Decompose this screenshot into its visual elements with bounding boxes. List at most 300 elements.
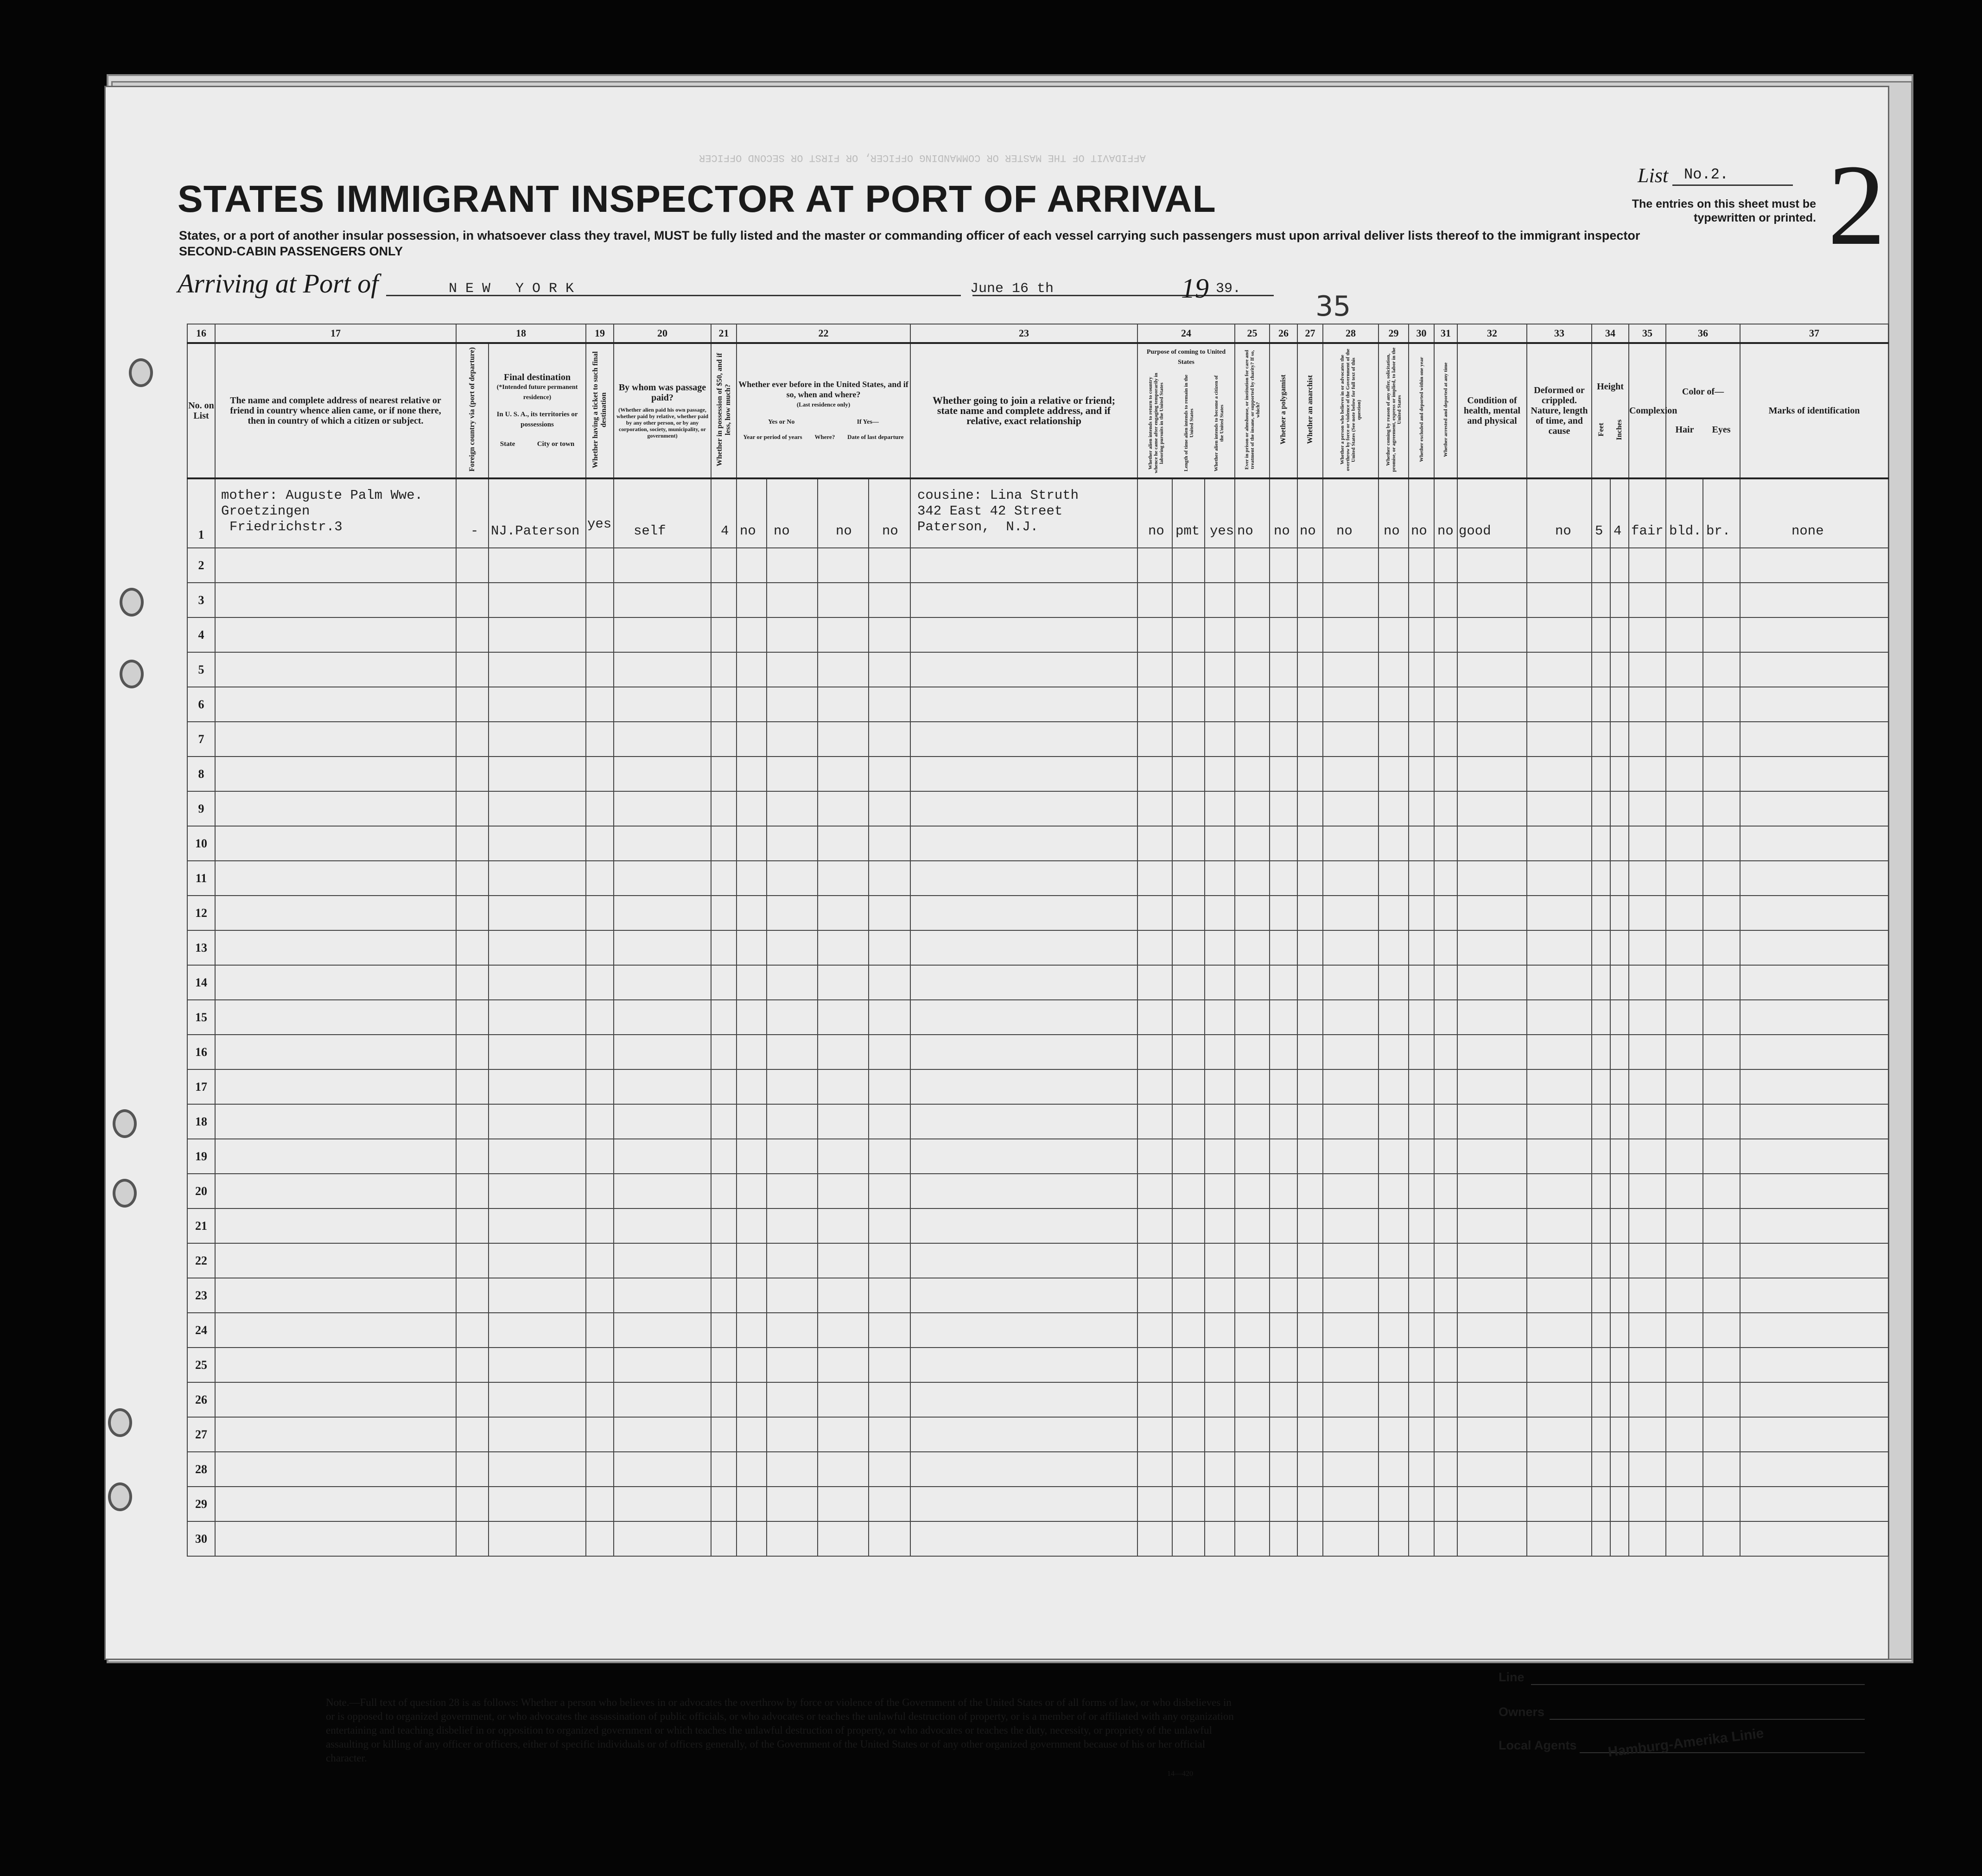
empty-cell xyxy=(1270,1417,1297,1452)
empty-cell xyxy=(1172,548,1205,583)
header-subtitle: States, or a port of another insular possession, in whatsoever class they travel, MUST be fully listed and the master or commanding officer of each vessel carrying such passengers must upon arrival deliver lists thereof to the immigrant inspector SECOND-CABIN PASSENGERS ONLY xyxy=(179,229,1640,258)
stamped-number: 35 xyxy=(1315,290,1351,323)
empty-cell xyxy=(1666,1069,1703,1104)
empty-cell xyxy=(869,1174,910,1208)
empty-cell xyxy=(614,1069,711,1104)
cell-26: no xyxy=(1270,478,1297,548)
empty-cell xyxy=(1592,965,1610,1000)
empty-cell xyxy=(1703,1139,1740,1174)
empty-cell xyxy=(737,1139,767,1174)
empty-cell xyxy=(869,791,910,826)
empty-cell xyxy=(456,652,489,687)
empty-cell xyxy=(1629,1452,1666,1487)
row-number: 11 xyxy=(187,861,215,896)
empty-cell xyxy=(1172,1104,1205,1139)
cell-joining: cousine: Lina Struth 342 East 42 Street Paterson, N.J. xyxy=(910,478,1137,548)
empty-cell xyxy=(1172,1139,1205,1174)
empty-cell xyxy=(1409,1243,1434,1278)
empty-cell xyxy=(711,1104,737,1139)
empty-cell xyxy=(1409,1382,1434,1417)
empty-cell xyxy=(1137,617,1172,652)
col-header-prison: Ever in prison or almshouse, or institution for care and treatment of the insane, or supported by charity? If so, which? xyxy=(1235,343,1270,478)
empty-cell xyxy=(1740,1278,1888,1313)
empty-cell xyxy=(737,1000,767,1035)
empty-cell xyxy=(489,930,586,965)
cell-31: no xyxy=(1434,478,1457,548)
empty-cell xyxy=(1205,687,1235,722)
table-row xyxy=(187,1348,1888,1382)
empty-cell xyxy=(1297,548,1323,583)
empty-cell xyxy=(869,1452,910,1487)
empty-cell xyxy=(869,1000,910,1035)
empty-cell xyxy=(614,930,711,965)
empty-cell xyxy=(1409,896,1434,930)
empty-cell xyxy=(818,1174,869,1208)
empty-cell xyxy=(1137,583,1172,617)
empty-cell xyxy=(1666,1208,1703,1243)
empty-cell xyxy=(1740,617,1888,652)
empty-cell xyxy=(818,1382,869,1417)
empty-cell xyxy=(1409,722,1434,757)
empty-cell xyxy=(1610,791,1629,826)
empty-cell xyxy=(586,826,614,861)
empty-cell xyxy=(910,617,1137,652)
empty-cell xyxy=(1629,930,1666,965)
empty-cell xyxy=(456,617,489,652)
empty-cell xyxy=(1270,1487,1297,1521)
empty-cell xyxy=(1434,617,1457,652)
empty-cell xyxy=(1592,548,1610,583)
empty-cell xyxy=(910,896,1137,930)
empty-cell xyxy=(1740,1000,1888,1035)
empty-cell xyxy=(1434,1452,1457,1487)
empty-cell xyxy=(1740,1139,1888,1174)
empty-cell xyxy=(1740,896,1888,930)
empty-cell xyxy=(1379,1208,1409,1243)
empty-cell xyxy=(1703,1521,1740,1556)
empty-cell xyxy=(1137,548,1172,583)
empty-cell xyxy=(1379,687,1409,722)
col-header-complexion: Complexion xyxy=(1629,343,1666,478)
table-row xyxy=(187,548,1888,583)
empty-cell xyxy=(1434,1313,1457,1348)
empty-cell xyxy=(1137,826,1172,861)
col-header-purpose: Purpose of coming to United States Whether alien intends to return to country whence he came after engaging temporarily in laboring pursuits in the United States Length of time alien intends to remain in the United States Whether alien intends to become a citizen of the United States xyxy=(1137,343,1235,478)
table-row xyxy=(187,1417,1888,1452)
empty-cell xyxy=(910,1417,1137,1452)
empty-cell xyxy=(1235,1452,1270,1487)
empty-cell xyxy=(1703,1174,1740,1208)
empty-cell xyxy=(1297,1313,1323,1348)
empty-cell xyxy=(1592,1208,1610,1243)
empty-cell xyxy=(1297,617,1323,652)
empty-cell xyxy=(456,861,489,896)
empty-cell xyxy=(767,1487,818,1521)
empty-cell xyxy=(1592,1139,1610,1174)
empty-cell xyxy=(1434,1035,1457,1069)
empty-cell xyxy=(1527,896,1592,930)
empty-cell xyxy=(1137,896,1172,930)
row-number: 15 xyxy=(187,1000,215,1035)
empty-cell xyxy=(1297,1139,1323,1174)
empty-cell xyxy=(614,1104,711,1139)
empty-cell xyxy=(1740,583,1888,617)
empty-cell xyxy=(1592,896,1610,930)
empty-cell xyxy=(1434,826,1457,861)
empty-cell xyxy=(1610,1452,1629,1487)
empty-cell xyxy=(1270,1452,1297,1487)
empty-cell xyxy=(586,861,614,896)
empty-cell xyxy=(1592,722,1610,757)
empty-cell xyxy=(910,1104,1137,1139)
empty-cell xyxy=(1740,1487,1888,1521)
empty-cell xyxy=(1527,548,1592,583)
empty-cell xyxy=(1666,1313,1703,1348)
empty-cell xyxy=(614,791,711,826)
empty-cell xyxy=(1323,1139,1379,1174)
empty-cell xyxy=(737,861,767,896)
empty-cell xyxy=(767,617,818,652)
empty-cell xyxy=(1457,1000,1527,1035)
empty-cell xyxy=(1434,757,1457,791)
empty-cell xyxy=(1379,826,1409,861)
empty-cell xyxy=(1172,896,1205,930)
empty-cell xyxy=(1379,965,1409,1000)
empty-cell xyxy=(1527,1487,1592,1521)
empty-cell xyxy=(1666,1104,1703,1139)
cell-eyes: br. xyxy=(1703,478,1740,548)
empty-cell xyxy=(1205,617,1235,652)
empty-cell xyxy=(1379,1000,1409,1035)
empty-cell xyxy=(869,1208,910,1243)
table-row xyxy=(187,1278,1888,1313)
empty-cell xyxy=(1610,1417,1629,1452)
empty-cell xyxy=(1592,826,1610,861)
list-underline xyxy=(1672,184,1793,186)
empty-cell xyxy=(456,1243,489,1278)
col-header-money: Whether in possession of $50, and if less, how much? xyxy=(711,343,737,478)
empty-cell xyxy=(489,722,586,757)
empty-cell xyxy=(1323,930,1379,965)
empty-cell xyxy=(215,1348,456,1382)
row-number: 28 xyxy=(187,1452,215,1487)
empty-cell xyxy=(614,1521,711,1556)
empty-cell xyxy=(1172,1348,1205,1382)
empty-cell xyxy=(614,1139,711,1174)
empty-cell xyxy=(1457,896,1527,930)
empty-cell xyxy=(1527,861,1592,896)
empty-cell xyxy=(711,617,737,652)
empty-cell xyxy=(1409,791,1434,826)
empty-cell xyxy=(1235,1382,1270,1417)
empty-cell xyxy=(767,1000,818,1035)
empty-cell xyxy=(1137,687,1172,722)
empty-cell xyxy=(1137,1521,1172,1556)
empty-cell xyxy=(1323,861,1379,896)
empty-cell xyxy=(456,965,489,1000)
empty-cell xyxy=(910,861,1137,896)
empty-cell xyxy=(1270,861,1297,896)
empty-cell xyxy=(737,617,767,652)
cell-purpose-c: yes xyxy=(1205,478,1235,548)
empty-cell xyxy=(1527,1208,1592,1243)
empty-cell xyxy=(456,1382,489,1417)
empty-cell xyxy=(910,1174,1137,1208)
empty-cell xyxy=(869,757,910,791)
cell-inches: 4 xyxy=(1610,478,1629,548)
row-number: 5 xyxy=(187,652,215,687)
empty-cell xyxy=(737,1521,767,1556)
empty-cell xyxy=(614,965,711,1000)
empty-cell xyxy=(711,1452,737,1487)
empty-cell xyxy=(737,896,767,930)
empty-cell xyxy=(1235,1174,1270,1208)
empty-cell xyxy=(489,583,586,617)
empty-cell xyxy=(1457,687,1527,722)
empty-cell xyxy=(489,617,586,652)
empty-cell xyxy=(1629,1104,1666,1139)
empty-cell xyxy=(1434,1417,1457,1452)
empty-cell xyxy=(1323,757,1379,791)
empty-cell xyxy=(1592,791,1610,826)
empty-cell xyxy=(711,896,737,930)
empty-cell xyxy=(1629,617,1666,652)
empty-cell xyxy=(910,1208,1137,1243)
empty-cell xyxy=(1610,1487,1629,1521)
empty-cell xyxy=(1666,791,1703,826)
empty-cell xyxy=(1434,965,1457,1000)
empty-cell xyxy=(1323,1487,1379,1521)
empty-cell xyxy=(1703,1069,1740,1104)
empty-cell xyxy=(1740,791,1888,826)
empty-cell xyxy=(1235,1139,1270,1174)
empty-cell xyxy=(1740,722,1888,757)
cell-before: no xyxy=(737,478,767,548)
empty-cell xyxy=(1379,1069,1409,1104)
empty-cell xyxy=(1235,652,1270,687)
empty-cell xyxy=(614,617,711,652)
row-number: 21 xyxy=(187,1208,215,1243)
empty-cell xyxy=(1379,1139,1409,1174)
table-row xyxy=(187,1035,1888,1069)
empty-cell xyxy=(1592,1313,1610,1348)
empty-cell xyxy=(215,1139,456,1174)
empty-cell xyxy=(489,965,586,1000)
empty-cell xyxy=(1457,652,1527,687)
empty-cell xyxy=(1703,1000,1740,1035)
empty-cell xyxy=(711,583,737,617)
empty-cell xyxy=(1270,1035,1297,1069)
empty-cell xyxy=(1740,1417,1888,1452)
empty-cell xyxy=(1666,1452,1703,1487)
empty-cell xyxy=(767,1104,818,1139)
empty-cell xyxy=(1137,1348,1172,1382)
empty-cell xyxy=(737,548,767,583)
col-header-marks: Marks of identification xyxy=(1740,343,1888,478)
col-header-polygamist: Whether a polygamist xyxy=(1270,343,1297,478)
empty-cell xyxy=(1409,652,1434,687)
empty-cell xyxy=(869,965,910,1000)
empty-cell xyxy=(1379,1417,1409,1452)
empty-cell xyxy=(737,1035,767,1069)
empty-cell xyxy=(818,722,869,757)
row-number: 10 xyxy=(187,826,215,861)
empty-cell xyxy=(1137,1313,1172,1348)
empty-cell xyxy=(1740,1521,1888,1556)
empty-cell xyxy=(1235,757,1270,791)
empty-cell xyxy=(614,1000,711,1035)
empty-cell xyxy=(586,722,614,757)
empty-cell xyxy=(1703,896,1740,930)
row-number: 27 xyxy=(187,1417,215,1452)
empty-cell xyxy=(1610,1174,1629,1208)
col-header-final-destination: Final destination (*Intended future permanent residence) In U. S. A., its territories or possessions State City or town xyxy=(489,343,586,478)
empty-cell xyxy=(1610,1104,1629,1139)
empty-cell xyxy=(1270,896,1297,930)
empty-cell xyxy=(215,722,456,757)
empty-cell xyxy=(1323,617,1379,652)
empty-cell xyxy=(1527,1174,1592,1208)
empty-cell xyxy=(1703,791,1740,826)
empty-cell xyxy=(614,1348,711,1382)
empty-cell xyxy=(586,1069,614,1104)
empty-cell xyxy=(818,1139,869,1174)
entries-note: The entries on this sheet must be typewritten or printed. xyxy=(1632,197,1816,224)
row-number: 7 xyxy=(187,722,215,757)
empty-cell xyxy=(614,1417,711,1452)
empty-cell xyxy=(1629,965,1666,1000)
empty-cell xyxy=(1703,1278,1740,1313)
empty-cell xyxy=(711,548,737,583)
empty-cell xyxy=(910,791,1137,826)
empty-cell xyxy=(1323,1000,1379,1035)
empty-cell xyxy=(1666,1521,1703,1556)
empty-cell xyxy=(1527,1313,1592,1348)
empty-cell xyxy=(910,1348,1137,1382)
empty-cell xyxy=(1666,1348,1703,1382)
empty-cell xyxy=(869,652,910,687)
empty-cell xyxy=(910,965,1137,1000)
empty-cell xyxy=(1610,1521,1629,1556)
empty-cell xyxy=(1235,896,1270,930)
col-header-arrested: Whether arrested and deported at any time xyxy=(1434,343,1457,478)
empty-cell xyxy=(910,1452,1137,1487)
empty-cell xyxy=(1270,1313,1297,1348)
empty-cell xyxy=(1592,1452,1610,1487)
list-label: List xyxy=(1638,164,1669,187)
empty-cell xyxy=(1270,722,1297,757)
empty-cell xyxy=(1629,652,1666,687)
table-row xyxy=(187,1104,1888,1139)
empty-cell xyxy=(1297,1174,1323,1208)
punch-hole xyxy=(108,1482,132,1511)
empty-cell xyxy=(1205,1000,1235,1035)
empty-cell xyxy=(1666,1174,1703,1208)
punch-hole xyxy=(113,1109,137,1138)
cell-years: no xyxy=(767,478,818,548)
year-prefix: 19 xyxy=(1181,273,1209,304)
empty-cell xyxy=(614,652,711,687)
empty-cell xyxy=(1740,826,1888,861)
empty-cell xyxy=(614,896,711,930)
empty-cell xyxy=(489,548,586,583)
empty-cell xyxy=(1409,548,1434,583)
empty-cell xyxy=(489,826,586,861)
empty-cell xyxy=(711,1417,737,1452)
table-row xyxy=(187,1487,1888,1521)
empty-cell xyxy=(1610,826,1629,861)
empty-cell xyxy=(1610,1208,1629,1243)
empty-cell xyxy=(767,930,818,965)
punch-hole xyxy=(129,358,153,387)
empty-cell xyxy=(456,1521,489,1556)
empty-cell xyxy=(910,826,1137,861)
empty-cell xyxy=(456,1035,489,1069)
empty-cell xyxy=(1629,1278,1666,1313)
empty-cell xyxy=(456,583,489,617)
empty-cell xyxy=(711,826,737,861)
empty-cell xyxy=(1323,1521,1379,1556)
empty-cell xyxy=(1235,930,1270,965)
empty-cell xyxy=(456,548,489,583)
empty-cell xyxy=(711,1348,737,1382)
row-number: 18 xyxy=(187,1104,215,1139)
empty-cell xyxy=(869,687,910,722)
row-number: 23 xyxy=(187,1278,215,1313)
empty-cell xyxy=(767,1069,818,1104)
empty-cell xyxy=(767,826,818,861)
empty-cell xyxy=(1527,617,1592,652)
empty-cell xyxy=(1592,1417,1610,1452)
empty-cell xyxy=(737,1278,767,1313)
empty-cell xyxy=(1610,617,1629,652)
row-number: 24 xyxy=(187,1313,215,1348)
empty-cell xyxy=(1610,896,1629,930)
empty-cell xyxy=(1297,1104,1323,1139)
empty-cell xyxy=(1379,583,1409,617)
empty-cell xyxy=(869,1069,910,1104)
empty-cell xyxy=(869,896,910,930)
empty-cell xyxy=(1323,1208,1379,1243)
empty-cell xyxy=(767,652,818,687)
empty-cell xyxy=(1205,1069,1235,1104)
empty-cell xyxy=(1592,1104,1610,1139)
owners-label: Owners xyxy=(1499,1705,1545,1719)
empty-cell xyxy=(1666,861,1703,896)
punch-hole xyxy=(108,1408,132,1437)
punch-hole xyxy=(113,1179,137,1208)
empty-cell xyxy=(1205,930,1235,965)
empty-cell xyxy=(1610,1313,1629,1348)
empty-cell xyxy=(489,1000,586,1035)
empty-cell xyxy=(1297,1417,1323,1452)
empty-cell xyxy=(1527,826,1592,861)
empty-cell xyxy=(1205,1313,1235,1348)
empty-cell xyxy=(1457,1104,1527,1139)
line-underline xyxy=(1531,1684,1865,1685)
empty-cell xyxy=(1703,1452,1740,1487)
cell-28: no xyxy=(1323,478,1379,548)
empty-cell xyxy=(1740,861,1888,896)
empty-cell xyxy=(1434,1521,1457,1556)
empty-cell xyxy=(1610,930,1629,965)
empty-cell xyxy=(1235,1000,1270,1035)
cell-where: no xyxy=(818,478,869,548)
empty-cell xyxy=(1457,1208,1527,1243)
empty-cell xyxy=(1172,722,1205,757)
empty-cell xyxy=(489,1208,586,1243)
empty-cell xyxy=(1205,1174,1235,1208)
